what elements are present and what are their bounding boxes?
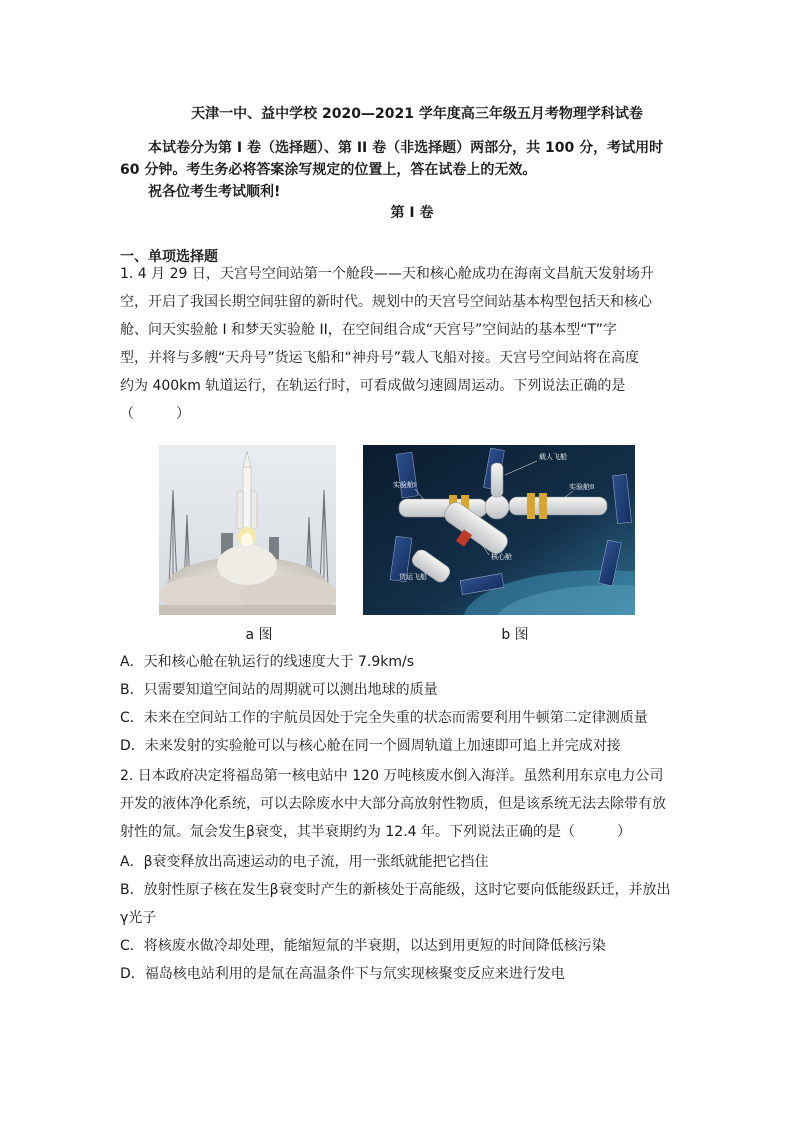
- q2-line: 射性的氚。氚会发生β衰变，其半衰期约为 12.4 年。下列说法正确的是（ ）: [120, 824, 632, 840]
- rocket-launch-illustration: [159, 445, 336, 615]
- q2-option-b: B．放射性原子核在发生β衰变时产生的新核处于高能级，这时它要向低能级跃迁，并放出: [120, 882, 671, 898]
- q1-line: 空，开启了我国长期空间驻留的新时代。规划中的天宫号空间站基本构型包括天和核心: [120, 294, 652, 310]
- figure-a-caption: a 图: [245, 627, 273, 643]
- instructions-line-3: 祝各位考生考试顺利!: [148, 184, 281, 200]
- label-lab-module-1: 实验舱I: [393, 481, 417, 489]
- q1-option-c: C．未来在空间站工作的宇航员因处于完全失重的状态而需要利用牛顿第二定律测质量: [120, 710, 648, 726]
- question-1-stem: [120, 260, 676, 428]
- q1-option-b: B．只需要知道空间站的周期就可以测出地球的质量: [120, 682, 438, 698]
- q2-option-a: A．β衰变释放出高速运动的电子流，用一张纸就能把它挡住: [120, 854, 489, 870]
- figure-b-space-station: [363, 445, 635, 615]
- space-station-illustration: [363, 445, 635, 615]
- q1-line: 1. 4 月 29 日，天宫号空间站第一个舱段——天和核心舱成功在海南文昌航天发射场升: [120, 266, 654, 282]
- section-title: 一、单项选择题: [120, 249, 218, 265]
- q1-answer-bracket: （ ）: [120, 406, 190, 422]
- exam-instructions: [120, 137, 680, 203]
- q1-line: 型，并将与多艘“天舟号”货运飞船和“神舟号”载人飞船对接。天宫号空间站将在高度: [120, 350, 640, 366]
- label-manned-ship: 载人飞船: [539, 453, 567, 461]
- part-title: 第 I 卷: [390, 205, 434, 221]
- label-cargo-ship: 货运飞船: [399, 573, 427, 581]
- question-2-options: [120, 848, 680, 988]
- q1-option-a: A．天和核心舱在轨运行的线速度大于 7.9km/s: [120, 654, 415, 670]
- question-2-stem: [120, 762, 676, 846]
- q2-line: 开发的液体净化系统，可以去除废水中大部分高放射性物质，但是该系统无法去除带有放: [120, 796, 666, 812]
- q2-option-c: C．将核废水做冷却处理，能缩短氚的半衰期，以达到用更短的时间降低核污染: [120, 938, 606, 954]
- label-core-module: 核心舱: [491, 553, 512, 561]
- q2-line: 2. 日本政府决定将福岛第一核电站中 120 万吨核废水倒入海洋。虽然利用东京电力公司: [120, 768, 664, 784]
- instructions-line-2: 60 分钟。考生务必将答案涂写规定的位置上，答在试卷上的无效。: [120, 162, 537, 178]
- label-lab-module-2: 实验舱II: [569, 483, 595, 491]
- figure-b-caption: b 图: [501, 627, 529, 643]
- q1-option-d: D．未来发射的实验舱可以与核心舱在同一个圆周轨道上加速即可追上并完成对接: [120, 738, 621, 754]
- q1-line: 舱、问天实验舱 I 和梦天实验舱 II，在空间组合成“天宫号”空间站的基本型“T”字: [120, 322, 617, 338]
- q1-line: 约为 400km 轨道运行，在轨运行时，可看成做匀速圆周运动。下列说法正确的是: [120, 378, 626, 394]
- figure-a-rocket-launch: [159, 445, 336, 615]
- q2-option-d: D．福岛核电站利用的是氚在高温条件下与氘实现核聚变反应来进行发电: [120, 966, 565, 982]
- question-1-options: [120, 648, 680, 760]
- q2-option-b-continued: γ光子: [120, 910, 157, 926]
- instructions-line-1: 本试卷分为第 I 卷（选择题）、第 II 卷（非选择题）两部分，共 100 分，考试用时: [148, 140, 664, 156]
- exam-title: 天津一中、益中学校 2020—2021 学年度高三年级五月考物理学科试卷: [191, 106, 643, 122]
